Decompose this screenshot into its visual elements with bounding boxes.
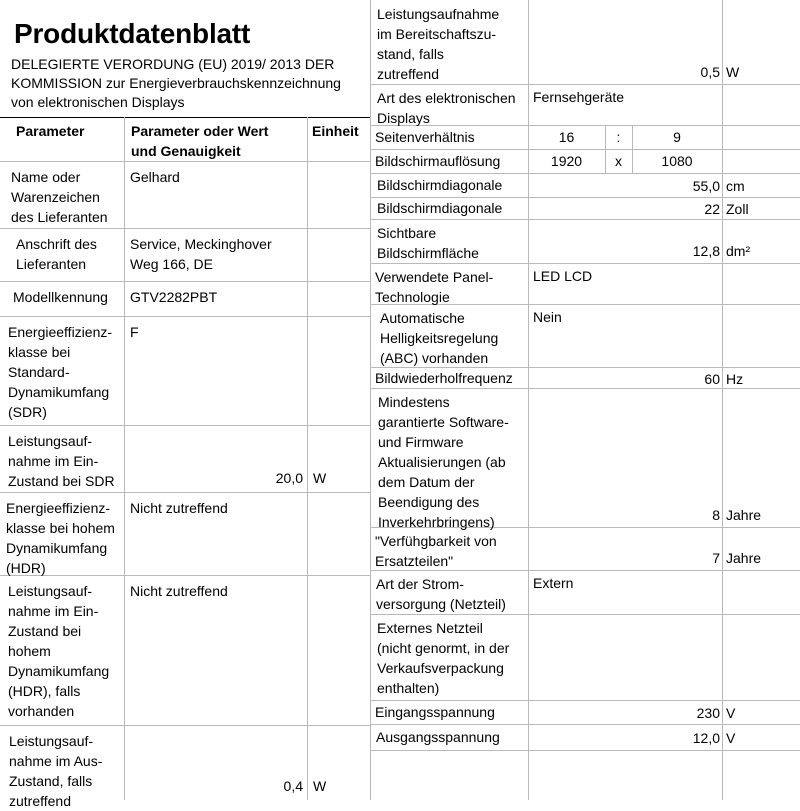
parameter-label: (ABC) vorhanden <box>380 350 489 366</box>
parameter-label: Technologie <box>375 289 450 305</box>
parameter-label: Leistungsauf- <box>8 433 93 449</box>
parameter-label: Displays <box>377 110 430 126</box>
parameter-label: Bildwiederholfrequenz <box>375 370 513 386</box>
parameter-label: und Firmware <box>378 434 464 450</box>
parameter-value: Nicht zutreffend <box>130 583 228 599</box>
numeric-value: 8 <box>712 507 720 523</box>
parameter-label: nahme im Aus- <box>9 753 103 769</box>
header-value: und Genauigkeit <box>131 143 241 159</box>
parameter-label: Eingangsspannung <box>375 704 495 720</box>
parameter-label: Verwendete Panel- <box>375 269 494 285</box>
numeric-value: 12,8 <box>692 243 720 259</box>
parameter-label: Lieferanten <box>16 256 87 272</box>
parameter-label: hohem <box>8 643 51 659</box>
parameter-value: Weg 166, DE <box>130 256 214 272</box>
header-unit: Einheit <box>312 123 359 139</box>
subtitle-line: DELEGIERTE VERORDUNG (EU) 2019/ 2013 DER <box>11 56 335 72</box>
row-divider <box>370 219 800 220</box>
parameter-value: Service, Meckinghover <box>130 236 272 252</box>
unit-label: W <box>726 64 740 80</box>
unit-label: W <box>313 470 327 486</box>
parameter-label: (HDR), falls <box>8 683 81 699</box>
row-divider <box>370 724 800 725</box>
row-divider <box>370 84 800 85</box>
parameter-label: Ersatzteilen" <box>375 553 454 569</box>
split-value-left: 16 <box>558 129 575 145</box>
parameter-label: dem Datum der <box>378 474 475 490</box>
numeric-value: 60 <box>704 371 720 387</box>
parameter-value: Nicht zutreffend <box>130 500 228 516</box>
parameter-label: Dynamikumfang <box>6 540 108 556</box>
parameter-label: Automatische <box>380 310 465 326</box>
numeric-value: 7 <box>712 550 720 566</box>
row-divider <box>370 149 800 150</box>
parameter-label: Beendigung des <box>378 494 480 510</box>
row-divider <box>370 700 800 701</box>
parameter-label: Sichtbare <box>377 225 437 241</box>
numeric-value: 0,4 <box>283 778 303 794</box>
header-parameter: Parameter <box>16 123 85 139</box>
column-divider <box>722 0 723 800</box>
parameter-label: Externes Netzteil <box>377 620 483 636</box>
row-divider <box>370 263 800 264</box>
split-value-left: 1920 <box>550 153 583 169</box>
subtitle-line: KOMMISSION zur Energieverbrauchskennzeichnung <box>11 75 341 91</box>
parameter-label: im Bereitschaftszu- <box>377 26 497 42</box>
parameter-label: zutreffend <box>9 793 72 809</box>
parameter-label: Mindestens <box>378 394 450 410</box>
parameter-value: Fernsehgeräte <box>533 89 625 105</box>
parameter-label: zutreffend <box>377 66 440 82</box>
parameter-label: enthalten) <box>377 680 440 696</box>
numeric-value: 12,0 <box>692 730 720 746</box>
parameter-label: klasse bei <box>8 344 71 360</box>
split-value-right: 9 <box>673 129 681 145</box>
parameter-label: Bildschirmdiagonale <box>377 177 503 193</box>
row-divider <box>370 614 800 615</box>
parameter-label: Zustand bei SDR <box>8 473 115 489</box>
parameter-label: (nicht genormt, in der <box>377 640 510 656</box>
parameter-label: nahme im Ein- <box>8 453 99 469</box>
numeric-value: 55,0 <box>692 178 720 194</box>
numeric-value: 230 <box>696 705 720 721</box>
parameter-value: Nein <box>533 309 562 325</box>
unit-label: W <box>313 778 327 794</box>
unit-label: dm² <box>726 243 751 259</box>
split-separator: : <box>616 129 621 145</box>
parameter-label: Zustand, falls <box>9 773 93 789</box>
row-divider <box>370 750 800 751</box>
parameter-value: F <box>130 324 139 340</box>
parameter-label: Standard- <box>8 364 70 380</box>
parameter-label: Bildschirmauflösung <box>375 153 501 169</box>
parameter-label: Dynamikumfang <box>8 384 110 400</box>
parameter-label: Art des elektronischen <box>377 90 516 106</box>
parameter-label: garantierte Software- <box>378 414 509 430</box>
parameter-label: Leistungsauf- <box>8 583 93 599</box>
unit-label: Jahre <box>726 507 762 523</box>
parameter-label: versorgung (Netzteil) <box>376 596 506 612</box>
parameter-label: Leistungsaufnahme <box>377 6 500 22</box>
parameter-label: Ausgangsspannung <box>376 729 500 745</box>
parameter-label: vorhanden <box>8 703 75 719</box>
parameter-label: stand, falls <box>377 46 444 62</box>
numeric-value: 0,5 <box>700 64 720 80</box>
parameter-value: GTV2282PBT <box>130 289 218 305</box>
header-value: Parameter oder Wert <box>131 123 269 139</box>
parameter-label: Verkaufsverpackung <box>377 660 504 676</box>
parameter-value: Extern <box>533 575 574 591</box>
parameter-label: "Verfühgbarkeit von <box>375 533 497 549</box>
parameter-label: Leistungsauf- <box>9 733 94 749</box>
parameter-label: Zustand bei <box>8 623 82 639</box>
parameter-label: Helligkeitsregelung <box>380 330 499 346</box>
split-value-right: 1080 <box>661 153 693 169</box>
split-separator: x <box>615 153 622 169</box>
parameter-label: Warenzeichen <box>11 189 100 205</box>
page-title: Produktdatenblatt <box>14 18 251 49</box>
numeric-value: 22 <box>704 201 720 217</box>
parameter-value: Gelhard <box>130 169 180 185</box>
row-divider <box>370 125 800 126</box>
row-divider <box>370 173 800 174</box>
numeric-value: 20,0 <box>275 470 303 486</box>
parameter-value: LED LCD <box>533 268 593 284</box>
parameter-label: Energieeffizienz- <box>6 500 111 516</box>
unit-label: Hz <box>726 371 744 387</box>
parameter-label: Seitenverhältnis <box>375 129 475 145</box>
parameter-label: Energieeffizienz- <box>8 324 113 340</box>
parameter-label: Anschrift des <box>16 236 97 252</box>
parameter-label: Art der Strom- <box>376 576 464 592</box>
unit-label: Jahre <box>726 550 762 566</box>
parameter-label: Bildschirmfläche <box>377 245 479 261</box>
unit-label: cm <box>726 178 745 194</box>
parameter-label: Name oder <box>11 169 81 185</box>
parameter-label: Aktualisierungen (ab <box>378 454 506 470</box>
unit-label: V <box>726 730 736 746</box>
parameter-label: nahme im Ein- <box>8 603 99 619</box>
parameter-label: des Lieferanten <box>11 209 108 225</box>
parameter-label: Dynamikumfang <box>8 663 110 679</box>
column-divider <box>528 0 529 800</box>
unit-label: Zoll <box>726 201 749 217</box>
parameter-label: (SDR) <box>8 404 47 420</box>
parameter-label: (HDR) <box>6 560 46 576</box>
parameter-label: Bildschirmdiagonale <box>377 200 503 216</box>
unit-label: V <box>726 705 736 721</box>
subtitle-line: von elektronischen Displays <box>11 94 185 110</box>
parameter-label: Inverkehrbringens) <box>378 514 495 530</box>
parameter-label: klasse bei hohem <box>6 520 115 536</box>
parameter-label: Modellkennung <box>13 289 108 305</box>
